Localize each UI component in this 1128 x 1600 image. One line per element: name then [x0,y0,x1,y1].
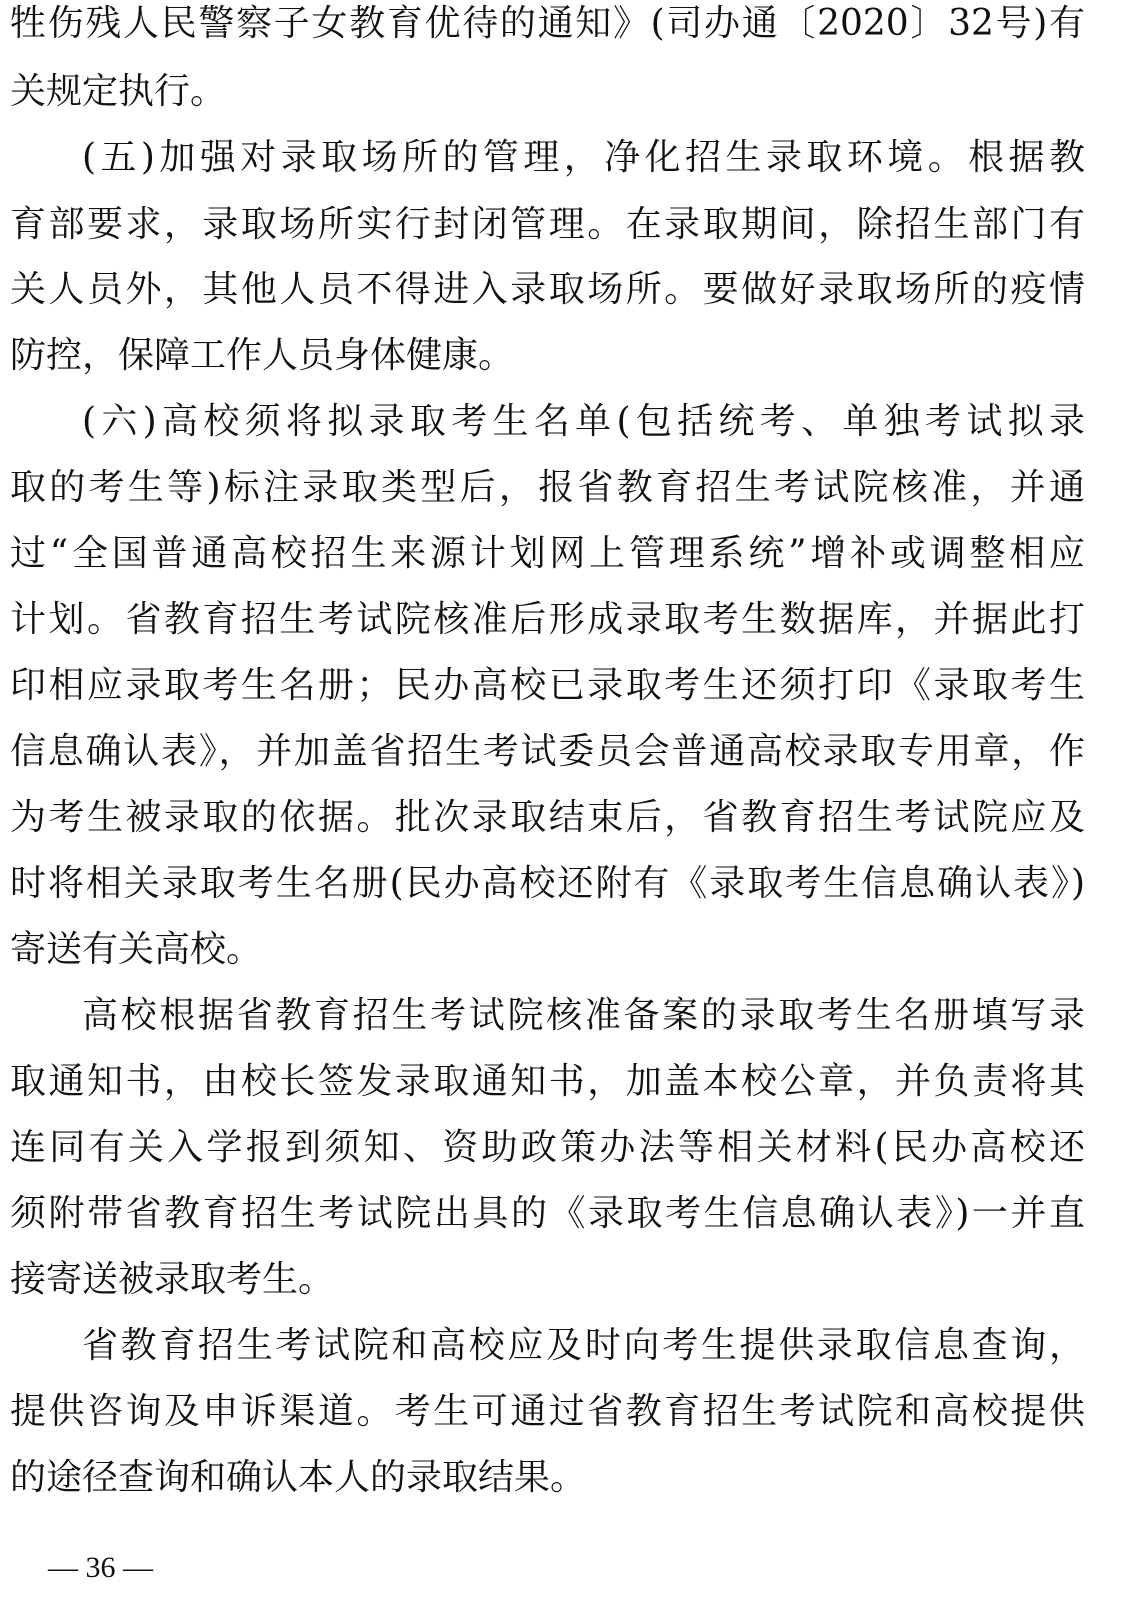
text-line: 过“全国普通高校招生来源计划网上管理系统”增补或调整相应 [10,533,1085,574]
text-line: 关规定执行。 [10,71,227,112]
text-line: 的途径查询和确认本人的录取结果。 [10,1457,587,1498]
text-line: 时将相关录取考生名册(民办高校还附有《录取考生信息确认表》) [10,863,1085,904]
text-line: 寄送有关高校。 [10,929,263,970]
text-line: 计划。省教育招生考试院核准后形成录取考生数据库，并据此打 [10,599,1085,640]
page-number: — 36 — [48,1551,153,1584]
text-line: 印相应录取考生名册；民办高校已录取考生还须打印《录取考生 [10,665,1085,706]
text-line: 取的考生等)标注录取类型后，报省教育招生考试院核准，并通 [10,467,1085,508]
text-line: 连同有关入学报到须知、资助政策办法等相关材料(民办高校还 [10,1127,1085,1168]
text-line: 信息确认表》，并加盖省招生考试委员会普通高校录取专用章，作 [10,731,1085,772]
text-line: 牲伤残人民警察子女教育优待的通知》(司办通〔2020〕32号)有 [10,3,1085,44]
paragraph-heading-line: (五)加强对录取场所的管理，净化招生录取环境。根据教 [82,137,1085,178]
text-line: 关人员外，其他人员不得进入录取场所。要做好录取场所的疫情 [10,269,1085,310]
paragraph-heading-line: (六)高校须将拟录取考生名单(包括统考、单独考试拟录 [82,401,1085,442]
paragraph-line: 高校根据省教育招生考试院核准备案的录取考生名册填写录 [82,995,1085,1036]
text-line: 接寄送被录取考生。 [10,1259,335,1300]
text-line: 育部要求，录取场所实行封闭管理。在录取期间，除招生部门有 [10,204,1085,245]
paragraph-line: 省教育招生考试院和高校应及时向考生提供录取信息查询， [82,1325,1085,1366]
text-line: 提供咨询及申诉渠道。考生可通过省教育招生考试院和高校提供 [10,1391,1085,1432]
text-line: 为考生被录取的依据。批次录取结束后，省教育招生考试院应及 [10,797,1085,838]
text-line: 须附带省教育招生考试院出具的《录取考生信息确认表》)一并直 [10,1193,1085,1234]
text-line: 防控，保障工作人员身体健康。 [10,335,515,376]
text-line: 取通知书，由校长签发录取通知书，加盖本校公章，并负责将其 [10,1061,1085,1102]
